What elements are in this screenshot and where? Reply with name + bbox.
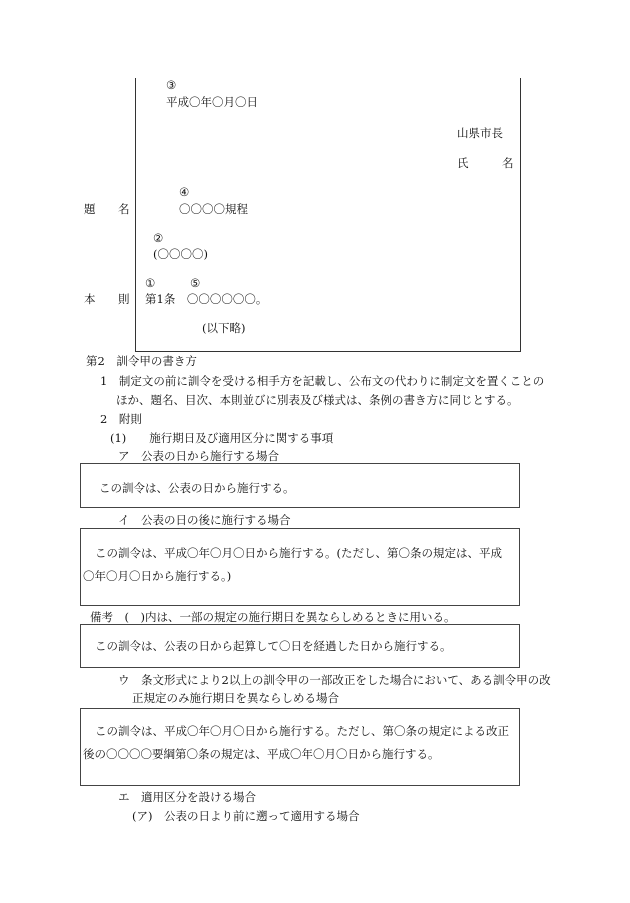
example-box-remarks-text: この訓令は、公表の日から起算して〇日を経過した日から施行する。 [95, 639, 452, 653]
item1-line2: ほか、題名、目次、本則並びに別表及び様式は、条例の書き方に同じとする。 [116, 393, 519, 407]
marker-3: ③ [166, 78, 177, 92]
title-label-first: 題 [84, 202, 96, 216]
remarks-note: 備考 ( )内は、一部の規定の施行期日を異ならしめるときに用いる。 [90, 610, 456, 624]
mayor-title: 山県市長 [457, 126, 503, 140]
marker-1: ① [145, 276, 156, 290]
marker-4: ④ [179, 185, 190, 199]
item1-line1: 1 制定文の前に訓令を受ける相手方を記載し、公布文の代わりに制定文を置くことの [100, 374, 545, 388]
example-box-i-line1: この訓令は、平成〇年〇月〇日から施行する。(ただし、第〇条の規定は、平成 [95, 546, 502, 560]
example-box-u-line2: 後の〇〇〇〇要綱第〇条の規定は、平成〇年〇月〇日から施行する。 [83, 747, 440, 761]
body-label-first: 本 [84, 292, 96, 306]
promulgation-date: 平成〇年〇月〇日 [166, 95, 258, 109]
example-box-remarks [80, 624, 520, 668]
marker-5: ⑤ [190, 276, 201, 290]
sub-u-line2: 正規定のみ施行期日を異ならしめる場合 [132, 691, 339, 705]
title-label-second: 名 [118, 202, 130, 216]
marker-2: ② [153, 231, 164, 245]
omitted-note: (以下略) [202, 321, 246, 335]
sub-e-heading: エ 適用区分を設ける場合 [118, 790, 256, 804]
example-box-u [80, 708, 520, 786]
name-label-second: 名 [502, 156, 514, 170]
example-box-a-text: この訓令は、公表の日から施行する。 [99, 481, 295, 495]
sub-a-heading: ア 公表の日から施行する場合 [118, 449, 279, 463]
example-box-a [80, 463, 520, 508]
title-value: 〇〇〇〇規程 [179, 202, 248, 216]
sub-u-line1: ウ 条文形式により2以上の訓令甲の一部改正をした場合において、ある訓令甲の改 [118, 673, 551, 687]
paren-value: (〇〇〇〇) [153, 247, 208, 261]
example-box-u-line1: この訓令は、平成〇年〇月〇日から施行する。ただし、第〇条の規定による改正 [95, 724, 509, 738]
sub-i-heading: イ 公表の日の後に施行する場合 [118, 513, 291, 527]
body-label-second: 則 [118, 292, 130, 306]
item2-1-heading: (1) 施行期日及び適用区分に関する事項 [110, 431, 334, 445]
sub-e-a-heading: (ア) 公表の日より前に遡って適用する場合 [132, 809, 360, 823]
item2-heading: 2 附則 [100, 412, 142, 426]
example-box-i-line2: 〇年〇月〇日から施行する。) [83, 569, 232, 583]
example-box-i [80, 528, 520, 606]
section-heading: 第2 訓令甲の書き方 [86, 354, 197, 368]
name-label-first: 氏 [457, 156, 469, 170]
article-1: 第1条 〇〇〇〇〇〇。 [145, 292, 268, 306]
